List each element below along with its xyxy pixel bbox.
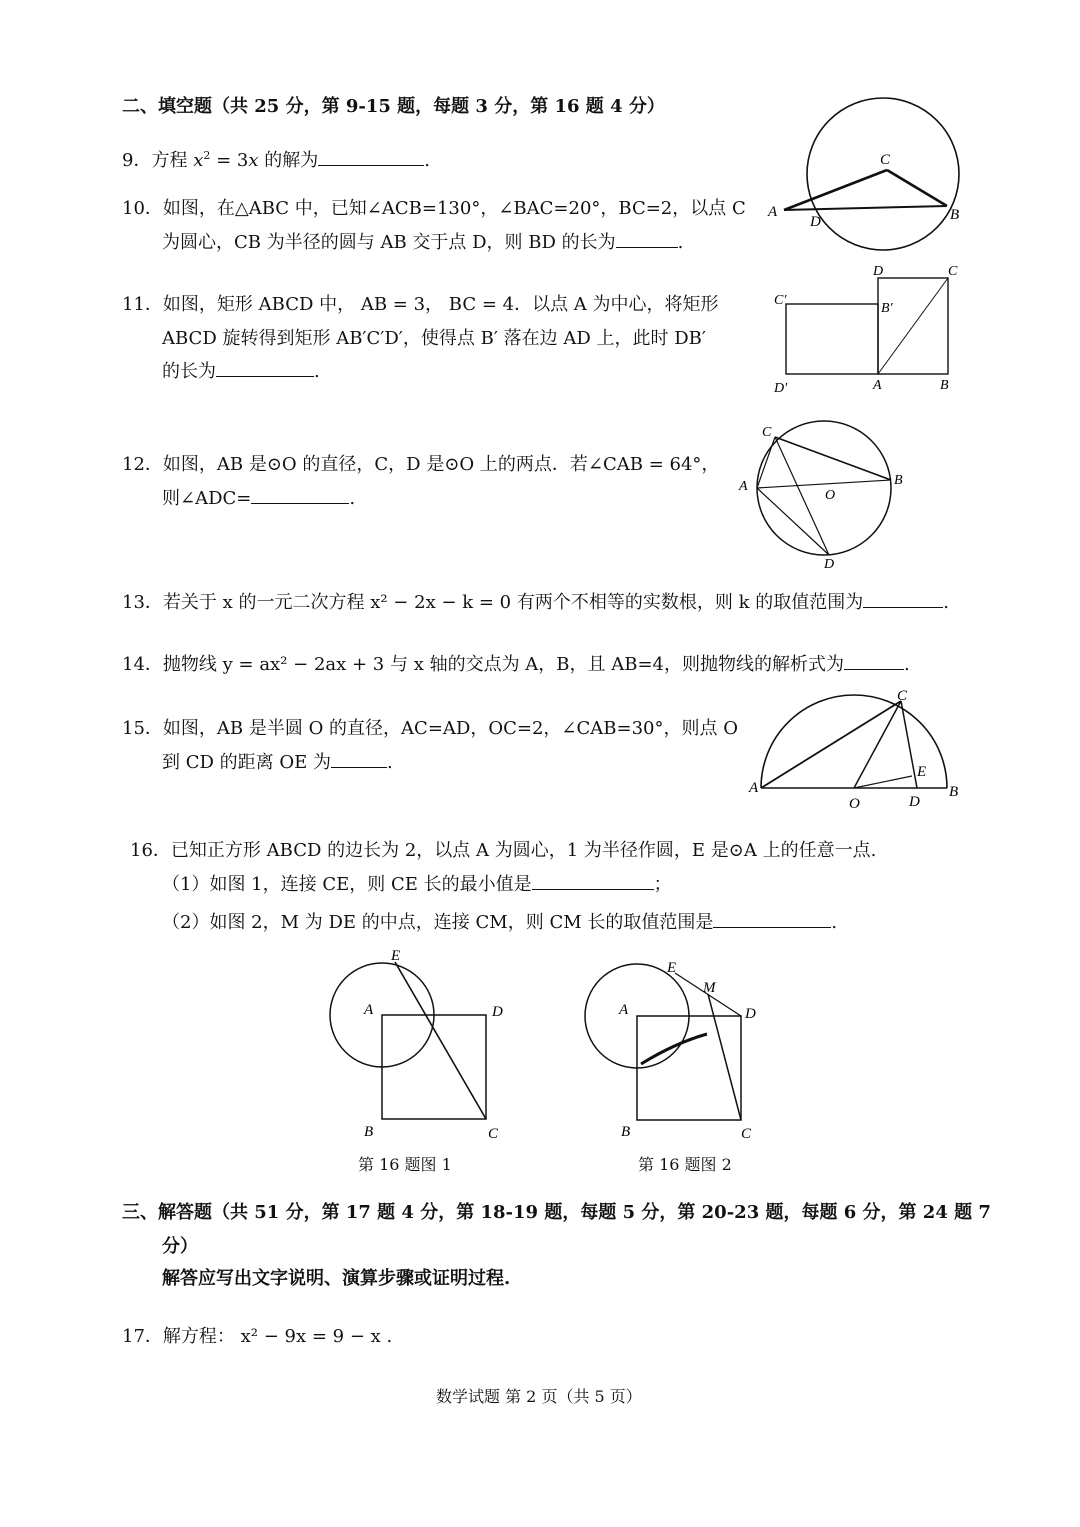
q16-fig1-label-e: E (391, 948, 401, 964)
q10-line2 (162, 228, 683, 254)
q10-segment-ab (784, 206, 947, 210)
q17-text: 解方程： x² − 9x = 9 − x . (162, 1326, 393, 1347)
q15-answer-blank[interactable] (331, 753, 387, 768)
q12-number: 12． (122, 454, 163, 475)
q10-answer-blank[interactable] (616, 233, 678, 248)
q17-number: 17． (122, 1326, 163, 1347)
q9-suffix: 的解为 (258, 150, 319, 171)
q10-text1: 如图，在△ABC 中，已知∠ACB=130°，∠BAC=20°，BC=2，以点 C (162, 198, 746, 219)
q12-segment-ac (757, 437, 775, 488)
q12-text2: 则∠ADC= (162, 488, 252, 509)
q12-end: . (349, 488, 356, 509)
q9-var-x2: x (248, 150, 259, 171)
q16-part2-text: （2）如图 2，M 为 DE 的中点，连接 CM，则 CM 长的取值范围是 (162, 912, 714, 933)
q15-label-a: A (749, 780, 759, 796)
q14-answer-blank[interactable] (844, 655, 904, 670)
q15-text2: 到 CD 的距离 OE 为 (162, 752, 331, 773)
q10-label-c: C (880, 152, 891, 168)
q9-var-x: x (193, 150, 204, 171)
q16-fig2-square (637, 1016, 741, 1120)
q11-label-bprime: B′ (881, 301, 893, 316)
q9-number: 9． (122, 150, 152, 171)
q15-figure (745, 688, 967, 813)
section3-heading-line2: 分） (162, 1236, 198, 1257)
section3-note: 解答应写出文字说明、演算步骤或证明过程. (162, 1268, 511, 1289)
q11-line2: ABCD 旋转得到矩形 AB′C′D′，使得点 B′ 落在边 AD 上，此时 DB′ (162, 328, 706, 349)
q16-fig2-label-e: E (667, 960, 677, 976)
q11-answer-blank[interactable] (216, 362, 314, 377)
q11-label-a: A (873, 378, 882, 393)
q11-label-c: C (948, 264, 958, 279)
q16-line1 (130, 836, 876, 862)
q13-text: 若关于 x 的一元二次方程 x² − 2x − k = 0 有两个不相等的实数根，则 k 的取值范围为 (162, 592, 864, 613)
q12-line2 (162, 484, 355, 510)
q12-segment-ad (757, 488, 829, 555)
q15-line2 (162, 748, 393, 774)
question-17 (122, 1322, 392, 1348)
q9-answer-blank[interactable] (318, 151, 424, 166)
q11-rect-rotated (786, 304, 878, 374)
section2-heading: 二、填空题（共 25 分，第 9-15 题，每题 3 分，第 16 题 4 分） (122, 96, 665, 117)
q11-text3: 的长为 (162, 361, 216, 382)
q13-number: 13． (122, 592, 163, 613)
q12-diameter-ab (757, 480, 891, 488)
q15-label-b: B (949, 784, 959, 800)
q16-fig2-label-d: D (745, 1006, 756, 1022)
q10-label-a: A (768, 204, 778, 220)
q15-segment-oe (854, 776, 912, 788)
q15-end: . (387, 752, 393, 773)
q15-segment-ac (761, 701, 901, 788)
q12-label-b: B (894, 473, 903, 488)
q15-label-e: E (917, 764, 927, 780)
q16-fig1-caption: 第 16 题图 1 (358, 1155, 452, 1174)
q16-fig1-label-d: D (492, 1004, 503, 1020)
q16-fig1-label-c: C (488, 1126, 499, 1142)
q16-fig2-caption: 第 16 题图 2 (638, 1155, 732, 1174)
q10-label-d: D (810, 214, 821, 230)
q10-label-b: B (950, 207, 960, 223)
question-14 (122, 650, 910, 676)
q10-text2: 为圆心，CB 为半径的圆与 AB 交于点 D，则 BD 的长为 (162, 232, 616, 253)
q16-figure-1 (320, 942, 520, 1142)
q11-line1 (122, 290, 719, 316)
q11-label-d: D (873, 264, 884, 279)
q9-prefix: 方程 (151, 150, 188, 171)
q16-part2 (162, 908, 837, 934)
q11-label-cprime: C′ (774, 293, 787, 308)
q16-figure-2 (575, 948, 775, 1148)
q12-label-a: A (739, 479, 748, 494)
q16-part1-answer-blank[interactable] (532, 875, 654, 890)
q10-end: . (677, 232, 684, 253)
q16-part2-end: . (831, 912, 838, 933)
q16-fig2-locus-arc (641, 1034, 707, 1064)
q16-part1 (162, 870, 672, 896)
q11-number: 11． (122, 294, 163, 315)
q16-text1: 已知正方形 ABCD 的边长为 2，以点 A 为圆心，1 为半径作圆，E 是⊙A 上的任意一点. (170, 840, 877, 861)
q12-label-o: O (825, 488, 836, 503)
q16-fig2-label-c: C (741, 1126, 752, 1142)
q15-label-d: D (909, 794, 920, 810)
q11-diagonal (878, 278, 948, 374)
q13-answer-blank[interactable] (863, 593, 943, 608)
q14-end: . (904, 654, 910, 675)
q12-label-d: D (824, 557, 835, 570)
q11-line3 (162, 357, 320, 383)
q11-figure (768, 262, 968, 397)
q15-label-c: C (897, 688, 908, 704)
q15-segment-oc (854, 701, 901, 788)
q9-eq: = 3 (210, 150, 249, 171)
q11-text1: 如图，矩形 ABCD 中， AB = 3， BC = 4．以点 A 为中心，将矩形 (162, 294, 719, 315)
q10-figure (762, 92, 972, 254)
q10-circle (807, 98, 959, 250)
q11-label-b: B (940, 378, 949, 393)
q16-fig1-label-b: B (364, 1124, 374, 1140)
q16-part2-answer-blank[interactable] (713, 913, 831, 928)
q9-end: . (424, 150, 430, 171)
question-9: 9．方程 $x^2 = 3x$ 的解为 . (122, 149, 430, 171)
q11-end: . (314, 361, 320, 382)
q12-answer-blank[interactable] (251, 489, 349, 504)
q12-line1 (122, 450, 719, 476)
question-13 (122, 588, 949, 614)
page-footer: 数学试题 第 2 页（共 5 页） (436, 1387, 642, 1406)
q16-fig1-label-a: A (364, 1002, 374, 1018)
q15-text1: 如图，AB 是半圆 O 的直径，AC=AD，OC=2，∠CAB=30°，则点 O (162, 718, 738, 739)
q15-line1 (122, 714, 738, 740)
q16-number: 16． (130, 840, 171, 861)
q16-fig2-label-a: A (619, 1002, 629, 1018)
q15-segment-cd (901, 701, 917, 788)
section3-heading-line1: 三、解答题（共 51 分，第 17 题 4 分，第 18-19 题，每题 5 分，第 20-23 题，每题 6 分，第 24 题 7 (122, 1202, 991, 1223)
q11-label-dprime: D′ (774, 381, 788, 396)
q16-fig2-label-b: B (621, 1124, 631, 1140)
q10-number: 10． (122, 198, 163, 219)
q16-part1-text: （1）如图 1，连接 CE，则 CE 长的最小值是 (162, 874, 532, 895)
q14-text: 抛物线 y = ax² − 2ax + 3 与 x 轴的交点为 A，B，且 AB=4，则抛物线的解析式为 (162, 654, 845, 675)
q16-fig2-label-m: M (703, 980, 716, 996)
q16-part1-end: ； (653, 874, 672, 895)
q16-fig1-segment-ce (395, 962, 486, 1119)
q13-end: . (943, 592, 949, 613)
q12-text1: 如图，AB 是⊙O 的直径，C，D 是⊙O 上的两点．若∠CAB = 64°， (162, 454, 720, 475)
q10-segment-ac (784, 170, 887, 210)
q15-label-o: O (849, 796, 860, 812)
q14-number: 14． (122, 654, 163, 675)
q10-line1 (122, 194, 746, 220)
q12-label-c: C (762, 425, 772, 440)
q12-figure (735, 418, 910, 570)
q15-number: 15． (122, 718, 163, 739)
q10-segment-cb (887, 170, 947, 206)
